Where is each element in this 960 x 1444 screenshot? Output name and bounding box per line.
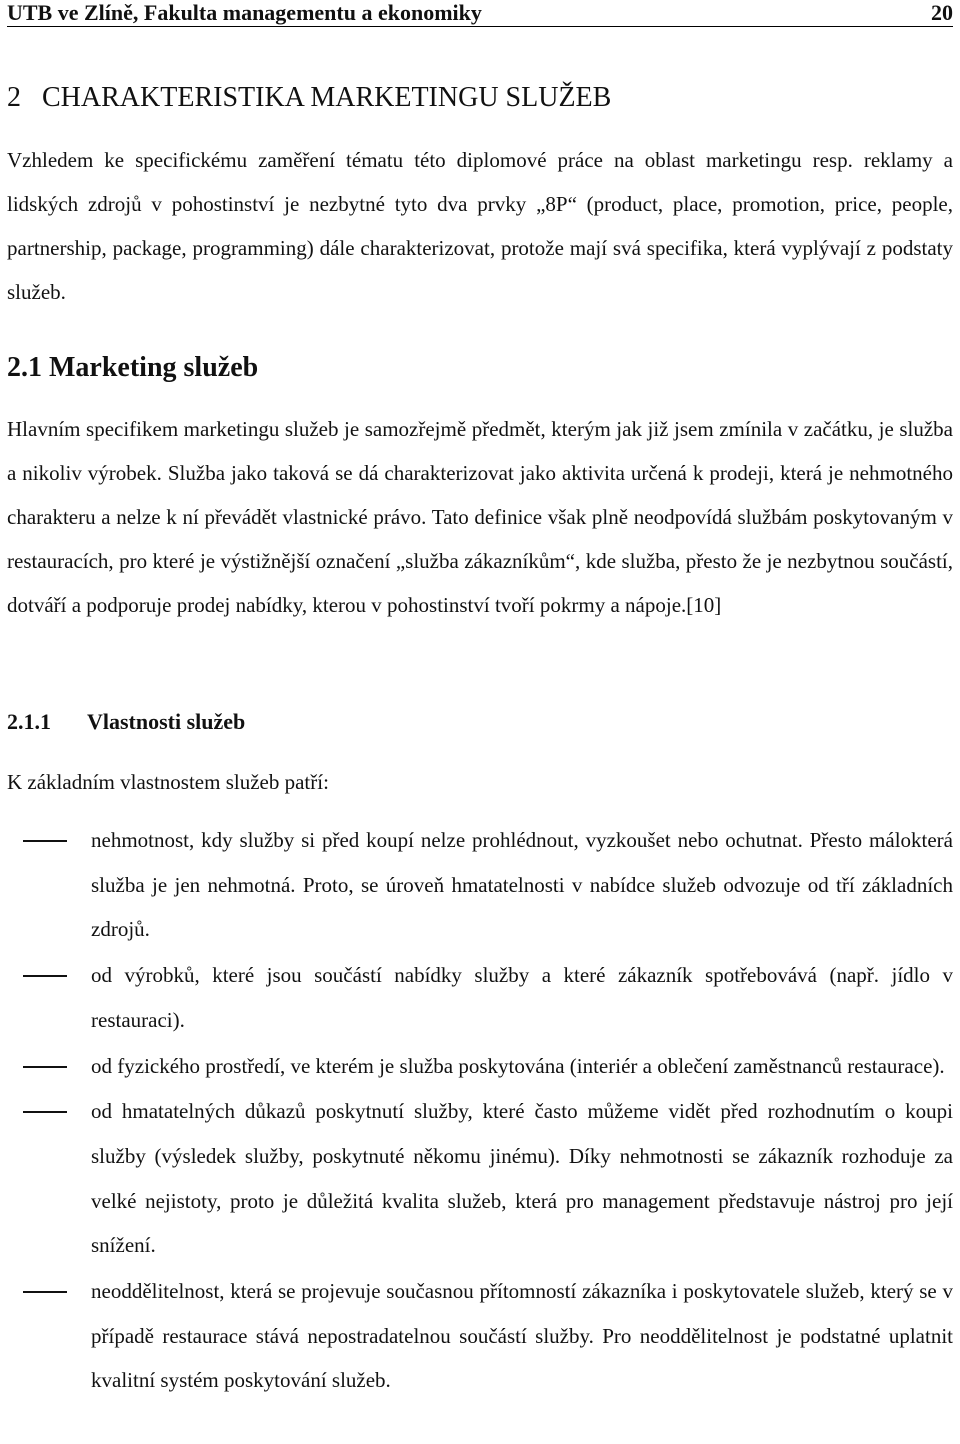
dash-bullet-icon xyxy=(23,840,67,842)
list-item xyxy=(7,1044,953,1089)
list-item xyxy=(7,818,953,952)
list-item-text: od výrobků, které jsou součástí nabídky služby a které zákazník spotřebovává (např. jídlo v restauraci). xyxy=(91,963,953,1032)
list-item-text: od fyzického prostředí, ve kterém je služba poskytována (interiér a oblečení zaměstnanců restaurace). xyxy=(91,1053,945,1078)
chapter-heading: 2 CHARAKTERISTIKA MARKETINGU SLUŽEB xyxy=(7,82,612,113)
subsection-number: 2.1.1 xyxy=(7,709,51,734)
list-item xyxy=(7,1269,953,1403)
list-item-text: neoddělitelnost, která se projevuje současnou přítomností zákazníka i poskytovatele služeb, který se v případě restaurace stává nepostradatelnou součástí služby. Pro neoddělitelnost je podstatné uplatnit kvalitní systém poskytování služeb. xyxy=(91,1279,953,1393)
subsection-title: Vlastnosti služeb xyxy=(87,709,246,734)
subsection-intro: K základním vlastnostem služeb patří: xyxy=(7,770,329,794)
running-header xyxy=(7,0,953,27)
list-item-text: nehmotnost, kdy služby si před koupí nelze prohlédnout, vyzkoušet nebo ochutnat. Přesto málokterá služba je jen nehmotná. Proto, se úroveň hmatatelnosti v nabídce služeb odvozuje od tří základních zdrojů. xyxy=(91,828,953,942)
list-item xyxy=(7,1089,953,1268)
subsection-heading xyxy=(7,704,245,740)
dash-bullet-icon xyxy=(23,1066,67,1068)
dash-bullet-icon xyxy=(23,1291,67,1293)
chapter-intro-paragraph: Vzhledem ke specifickému zaměření tématu této diplomové práce na oblast marketingu resp. reklamy a lidských zdrojů v pohostinství je nezbytné tyto dva prvky „8P“ (product, place, promotion, price, people, partnership, package, programming) dále charakterizovat, protože mají svá specifika, která vyplývají z podstaty služeb. xyxy=(7,148,953,304)
header-title: UTB ve Zlíně, Fakulta managementu a ekonomiky xyxy=(7,0,482,25)
list-item xyxy=(7,953,953,1042)
properties-list xyxy=(7,818,953,1404)
page-number: 20 xyxy=(931,0,953,25)
dash-bullet-icon xyxy=(23,1111,67,1113)
dash-bullet-icon xyxy=(23,975,67,977)
section-paragraph: Hlavním specifikem marketingu služeb je samozřejmě předmět, kterým jak již jsem zmínila v začátku, je služba a nikoliv výrobek. Služba jako taková se dá charakterizovat jako aktivita určená k prodeji, která je nehmotného charakteru a nelze k ní převádět vlastnické právo. Tato definice však plně neodpovídá službám poskytovaným v restauracích, pro které je výstižnější označení „služba zákazníkům“, kde služba, přesto že je nezbytnou součástí, dotváří a podporuje prodej nabídky, kterou v pohostinství tvoří pokrmy a nápoje.[10] xyxy=(7,417,953,617)
list-item-text: od hmatatelných důkazů poskytnutí služby, které často můžeme vidět před rozhodnutím o koupi služby (výsledek služby, poskytnuté někomu jinému). Díky nehmotnosti se zákazník rozhoduje za velké nejistoty, proto je důležitá kvalita služeb, která pro management představuje nástroj pro její snížení. xyxy=(91,1099,953,1258)
section-heading: 2.1 Marketing služeb xyxy=(7,352,259,383)
